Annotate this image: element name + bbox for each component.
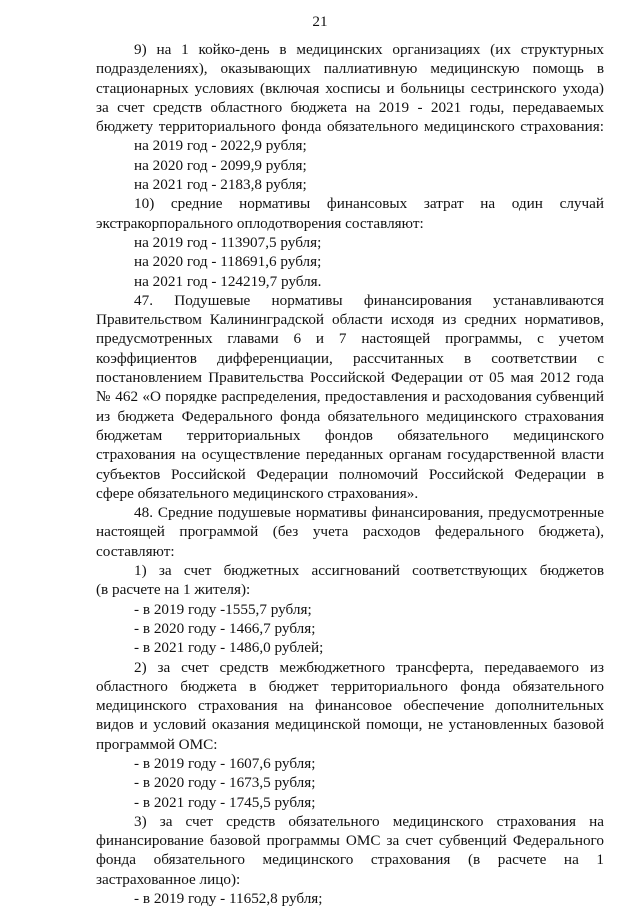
- text-line: на 2021 год - 124219,7 рубля.: [134, 272, 322, 290]
- text-line: 10) средние нормативы финансовых затрат на один случай: [134, 195, 604, 213]
- text-line: видов и условий оказания медицинской помощи, не установленных базовой: [96, 716, 604, 734]
- text-line: - в 2019 году - 1607,6 рубля;: [134, 754, 316, 772]
- text-line: 48. Средние подушевые нормативы финансирования, предусмотренные: [134, 504, 604, 522]
- document-body: [96, 40, 604, 908]
- text-line: медицинского страхования на финансовое обеспечение дополнительных: [96, 697, 604, 715]
- text-line: областного бюджета в бюджет территориального фонда обязательного: [96, 677, 604, 695]
- text-line: субъектов Российской Федерации полномочий Российской Федерации в: [96, 465, 604, 483]
- text-line: на 2020 год - 2099,9 рубля;: [134, 156, 307, 174]
- page-number: 21: [312, 13, 328, 30]
- text-line: настоящей программой (без учета расходов федерального бюджета),: [96, 523, 604, 541]
- text-line: на 2020 год - 118691,6 рубля;: [134, 253, 322, 271]
- text-line: 2) за счет средств межбюджетного трансферта, передаваемого из: [134, 658, 604, 676]
- text-line: стационарных условиях (включая хосписы и больницы сестринского ухода): [96, 79, 604, 97]
- text-line: 9) на 1 койко-день в медицинских организациях (их структурных: [134, 41, 604, 58]
- text-line: финансирование базовой программы ОМС за счет субвенций Федерального: [96, 832, 604, 850]
- text-line: Правительством Калининградской области исходя из средних нормативов,: [96, 311, 604, 329]
- text-line: страхования на осуществление переданных органам государственной власти: [96, 446, 604, 464]
- text-line: - в 2019 году - 11652,8 рубля;: [134, 890, 323, 908]
- text-line: № 462 «О порядке распределения, предоставления и расходования субвенций: [96, 388, 604, 406]
- text-line: подразделениях), оказывающих паллиативную медицинскую помощь в: [96, 60, 604, 78]
- text-line: составляют:: [96, 542, 175, 560]
- text-line: предусмотренных главами 6 и 7 настоящей программы, с учетом: [96, 330, 604, 348]
- text-line: - в 2020 году - 1466,7 рубля;: [134, 619, 316, 637]
- text-line: коэффициентов дифференциации, рассчитанных в соответствии с: [96, 349, 604, 367]
- text-line: - в 2021 году - 1486,0 рублей;: [134, 639, 324, 657]
- text-line: бюджетам территориальных фондов обязательного медицинского: [96, 426, 604, 444]
- text-line: застрахованное лицо):: [96, 870, 241, 888]
- text-line: бюджету территориального фонда обязательного медицинского страхования:: [96, 118, 604, 136]
- text-line: 47. Подушевые нормативы финансирования устанавливаются: [134, 291, 604, 309]
- text-line: - в 2019 году -1555,7 рубля;: [134, 600, 312, 618]
- text-line: (в расчете на 1 жителя):: [96, 581, 251, 599]
- text-line: фонда обязательного медицинского страхования (в расчете на 1: [96, 851, 604, 869]
- text-line: 3) за счет средств обязательного медицинского страхования на: [134, 812, 604, 830]
- text-line: за счет средств областного бюджета на 2019 - 2021 годы, передаваемых: [96, 98, 604, 116]
- text-line: на 2019 год - 113907,5 рубля;: [134, 233, 322, 251]
- text-line: - в 2020 году - 1673,5 рубля;: [134, 774, 316, 792]
- text-line: программой ОМС:: [96, 735, 218, 753]
- text-line: на 2019 год - 2022,9 рубля;: [134, 137, 307, 155]
- text-line: сфере обязательного медицинского страхования».: [96, 484, 419, 502]
- text-line: экстракорпорального оплодотворения составляют:: [96, 214, 424, 232]
- text-line: на 2021 год - 2183,8 рубля;: [134, 176, 307, 194]
- text-line: 1) за счет бюджетных ассигнований соответствующих бюджетов: [134, 562, 604, 580]
- text-line: из бюджета Федерального фонда обязательного медицинского страхования: [96, 407, 604, 425]
- text-line: постановлением Правительства Российской Федерации от 05 мая 2012 года: [96, 369, 604, 387]
- text-line: - в 2021 году - 1745,5 рубля;: [134, 793, 316, 811]
